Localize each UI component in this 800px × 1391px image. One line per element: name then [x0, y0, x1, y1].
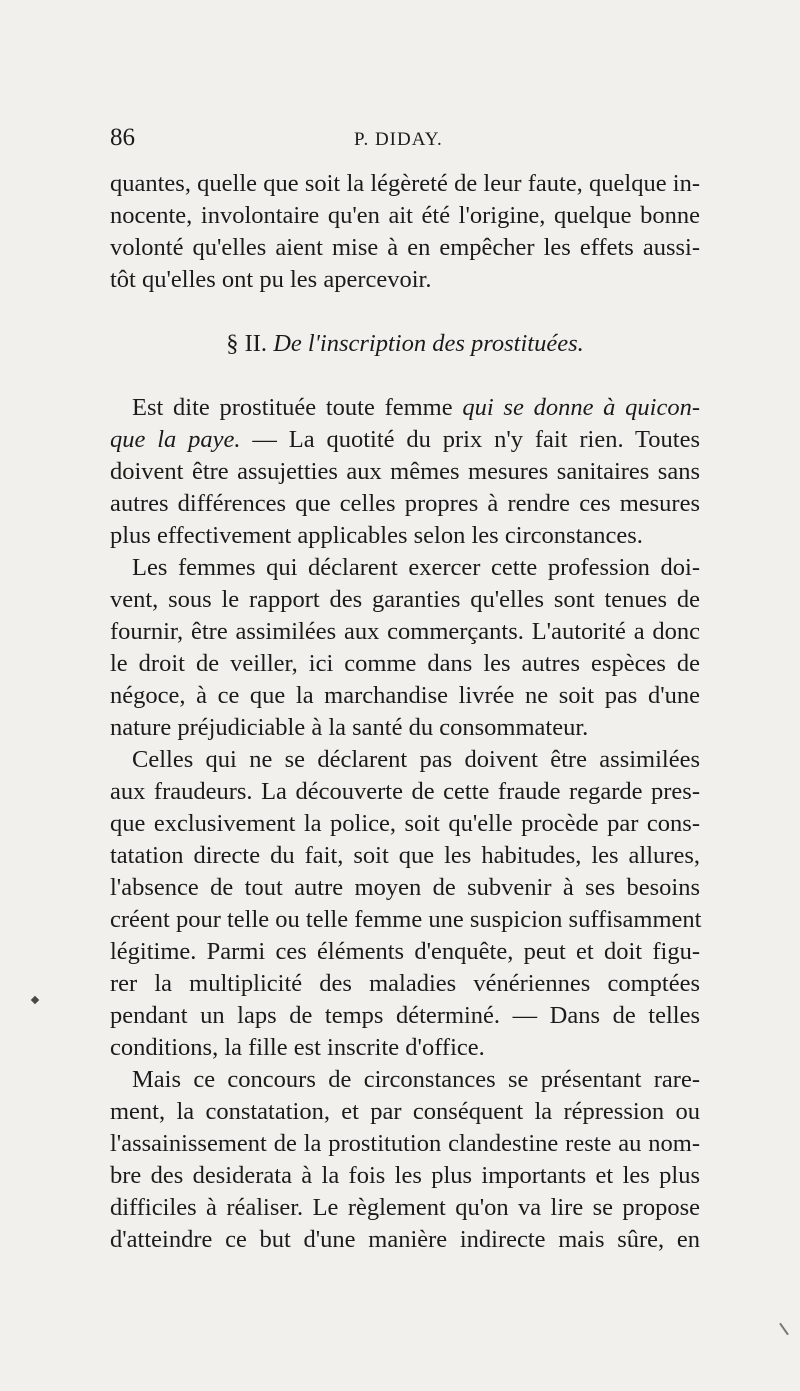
- text-line: quantes, quelle que soit la légèreté de leur faute, quelque in-: [110, 170, 700, 197]
- section-heading: [110, 328, 700, 360]
- text-run: — La quotité du prix n'y fait rien. Toutes: [252, 426, 701, 453]
- section-title: De l'inscription des prostituées.: [273, 330, 584, 357]
- text-line: Mais ce concours de circonstances se présentant rare-: [132, 1066, 700, 1093]
- text-line: [110, 424, 700, 456]
- text-line: plus effectivement applicables selon les circonstances.: [110, 522, 643, 549]
- text-run: Est dite prostituée toute femme: [132, 394, 453, 421]
- text-line: difficiles à réaliser. Le règlement qu'on va lire se propose: [110, 1194, 700, 1221]
- page-header: [110, 124, 696, 160]
- body-text: [110, 168, 700, 1256]
- page-number: 86: [110, 124, 135, 151]
- text-line: Les femmes qui déclarent exercer cette profession doi-: [132, 554, 700, 581]
- text-line: rer la multiplicité des maladies vénériennes comptées: [110, 970, 700, 997]
- text-line: doivent être assujetties aux mêmes mesures sanitaires sans: [110, 458, 700, 485]
- text-line: pendant un laps de temps déterminé. — Dans de telles: [110, 1002, 700, 1029]
- text-line: vent, sous le rapport des garanties qu'elles sont tenues de: [110, 586, 700, 613]
- text-line: créent pour telle ou telle femme une suspicion suffisamment: [110, 906, 702, 933]
- text-line: conditions, la fille est inscrite d'office.: [110, 1034, 485, 1061]
- text-line: tôt qu'elles ont pu les apercevoir.: [110, 266, 432, 293]
- margin-speck: [31, 996, 39, 1004]
- text-line: autres différences que celles propres à rendre ces mesures: [110, 490, 700, 517]
- text-line: nature préjudiciable à la santé du consommateur.: [110, 714, 589, 741]
- text-line: ment, la constatation, et par conséquent la répression ou: [110, 1098, 700, 1125]
- margin-speck: [779, 1323, 789, 1336]
- text-line: tatation directe du fait, soit que les habitudes, les allures,: [110, 842, 700, 869]
- text-run-italic: qui se donne à quicon-: [462, 394, 701, 421]
- text-line: aux fraudeurs. La découverte de cette fraude regarde pres-: [110, 778, 700, 805]
- text-line: nocente, involontaire qu'en ait été l'origine, quelque bonne: [110, 202, 700, 229]
- text-line: [110, 392, 700, 424]
- text-line: l'absence de tout autre moyen de subvenir à ses besoins: [110, 874, 700, 901]
- text-line: volonté qu'elles aient mise à en empêcher les effets aussi-: [110, 234, 700, 261]
- running-head: P. DIDAY.: [354, 129, 443, 150]
- text-run-italic: que la paye.: [110, 426, 241, 453]
- text-line: légitime. Parmi ces éléments d'enquête, peut et doit figu-: [110, 938, 700, 965]
- text-line: l'assainissement de la prostitution clandestine reste au nom-: [110, 1130, 700, 1157]
- section-number: § II.: [226, 330, 268, 357]
- text-line: le droit de veiller, ici comme dans les autres espèces de: [110, 650, 700, 677]
- text-line: négoce, à ce que la marchandise livrée ne soit pas d'une: [110, 682, 700, 709]
- text-line: d'atteindre ce but d'une manière indirecte mais sûre, en: [110, 1226, 700, 1253]
- text-line: bre des desiderata à la fois les plus importants et les plus: [110, 1162, 700, 1189]
- text-line: que exclusivement la police, soit qu'elle procède par cons-: [110, 810, 700, 837]
- text-line: Celles qui ne se déclarent pas doivent être assimilées: [132, 746, 700, 773]
- text-line: fournir, être assimilées aux commerçants. L'autorité a donc: [110, 618, 700, 645]
